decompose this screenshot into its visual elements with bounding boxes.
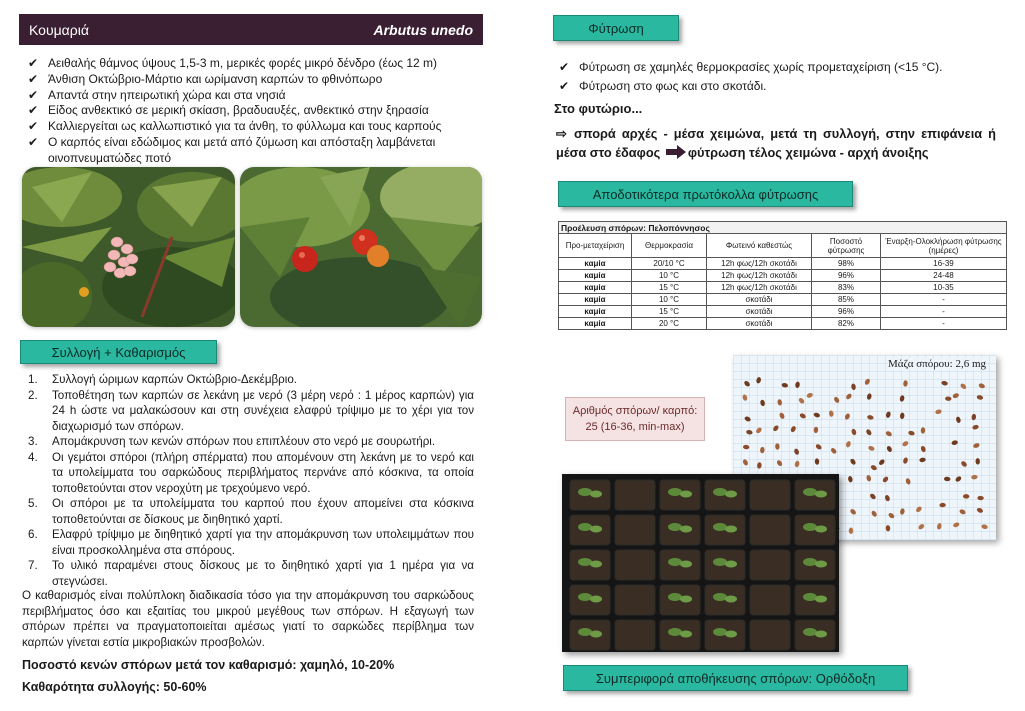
table-header: Ποσοστό φύτρωσης [812,234,881,258]
protocols-table-wrap [558,221,1007,330]
collection-steps [22,372,474,589]
check-icon: ✔ [28,56,39,70]
list-item: ✔ Άνθιση Οκτώβριο-Μάρτιο και ωρίμανση καρπών το φθινόπωρο [28,71,383,86]
list-item: ✔ Φύτρωση στο φως και στο σκοτάδι. [555,77,1005,96]
nursery-title: Στο φυτώριο... [554,101,643,116]
storage-heading: Συμπεριφορά αποθήκευσης σπόρων: Ορθόδοξη [563,665,908,691]
table-row: καμία 10 °C 12h φως/12h σκοτάδι 96% 24-48 [559,270,1007,282]
list-item: ✔ Είδος ανθεκτικό σε μερική σκίαση, βραδυαυξές, ανθεκτικό στην ξηρασία [28,103,429,118]
check-icon: ✔ [28,87,39,102]
list-item: 6. Ελαφρύ τρίψιμο με διηθητικό χαρτί για την απομάκρυνση των υπολειμμάτων που είναι προσκολλημένα στα σπόρους. [28,528,474,557]
germination-points [555,58,1005,96]
list-item: 5. Οι σπόροι με τα υπολείμματα του καρπού που έχουν απομείνει στα κόσκινα τοποθετούνται σε δίσκους με διηθητικό χαρτί. [28,497,474,526]
list-item: ✔ Καλλιεργείται ως καλλωπιστικό για τα άνθη, το φύλλωμα και τους καρπούς [28,119,442,134]
seed-count-box [565,397,705,441]
list-item: 2. Τοποθέτηση των καρπών σε λεκάνη με νερό (3 μέρη νερό : 1 μέρος καρπών) για 24 h ώστε να μαλακώσουν και στη συνέχεια ελαφρύ τρίψιμο με το χέρι για τον διαχωρισμό των σπόρων. [28,388,474,433]
table-header: Θερμοκρασία [632,234,707,258]
empty-seeds-line: Ποσοστό κενών σπόρων μετά τον καθαρισμό: χαμηλό, 10-20% [22,658,395,672]
features-list [24,56,480,167]
nursery-text-a: σπορά αρχές - μέσα χειμώνα, μετά τη συλλογή, στην επιφάνεια ή μέσα στο έδαφος [556,126,996,160]
nursery-block [556,124,996,164]
list-item: ✔ Ο καρπός είναι εδώδιμος και μετά από ζύμωση και απόσταξη λαμβάνεται οινοπνευματώδες ποτό [28,134,436,165]
check-icon: ✔ [28,119,39,134]
list-item: ✔ Αειθαλής θάμνος ύψους 1,5-3 m, μερικές φορές μικρό δένδρο (έως 12 m) [28,56,437,70]
table-row: καμία 15 °C 12h φως/12h σκοτάδι 83% 10-35 [559,282,1007,294]
list-item: 7. Το υλικό παραμένει στους δίσκους με το διηθητικό χαρτί για 1 ημέρα για να στεγνώσει. [28,559,474,588]
seed-count-label: Αριθμός σπόρων/ καρπό: [572,405,698,417]
flower-photo [22,167,235,327]
block-arrow-right-icon [666,145,686,164]
table-row: καμία 20/10 °C 12h φως/12h σκοτάδι 98% 16-39 [559,258,1007,270]
fruit-photo [240,167,482,327]
table-header: Έναρξη-Ολοκλήρωση φύτρωσης (ημέρες) [881,234,1007,258]
title-greek: Κουμαριά [29,21,89,38]
check-icon: ✔ [28,71,39,86]
check-icon: ✔ [28,103,39,118]
table-header: Προ-μεταχείριση [559,234,632,258]
list-item: ✔ Φύτρωση σε χαμηλές θερμοκρασίες χωρίς προμεταχείριση (<15 °C). [555,58,1005,77]
germination-heading: Φύτρωση [553,15,679,41]
seedlings-photo [562,474,839,652]
table-row: καμία 15 °C σκοτάδι 96% - [559,306,1007,318]
seed-mass: Μάζα σπόρου: 2,6 mg [888,358,986,370]
collection-heading: Συλλογή + Καθαρισμός [20,340,217,364]
protocols-heading: Αποδοτικότερα πρωτόκολλα φύτρωσης [558,181,853,207]
title-latin: Arbutus unedo [373,21,473,38]
table-row: καμία 10 °C σκοτάδι 85% - [559,294,1007,306]
purity-line: Καθαρότητα συλλογής: 50-60% [22,680,207,694]
table-row: καμία 20 °C σκοτάδι 82% - [559,318,1007,330]
check-icon: ✔ [28,134,39,149]
list-item: 1. Συλλογή ώριμων καρπών Οκτώβριο-Δεκέμβριο. [28,373,298,386]
list-item: ✔ Απαντά στην ηπειρωτική χώρα και στα νησιά [28,87,286,102]
table-header: Φωτεινό καθεστώς [707,234,812,258]
outline-arrow-right-icon: ⇨ [556,126,567,141]
check-icon: ✔ [559,60,570,74]
check-icon: ✔ [559,79,570,93]
seed-count-value: 25 (16-36, min-max) [585,421,685,433]
protocols-table [558,221,1007,330]
title-bar [19,14,483,45]
list-item: 3. Απομάκρυνση των κενών σπόρων που επιπλέουν στο νερό με σουρωτήρι. [28,435,436,448]
table-origin: Προέλευση σπόρων: Πελοπόννησος [559,222,1007,234]
nursery-text-b: φύτρωση τέλος χειμώνα - αρχή άνοιξης [687,145,929,160]
list-item: 4. Οι γεμάτοι σπόροι (πλήρη σπέρματα) που απομένουν στη λεκάνη με το νερό και τα υπολείμματα του σαρκώδους περιβλήματος περνάνε από κόσκινα, τα οποία τοποθετούνται στον νεροχύτη με τρεχούμενο νερό. [28,450,474,495]
cleaning-note: Ο καθαρισμός είναι πολύπλοκη διαδικασία τόσο για την απομάκρυνση του σαρκώδους περιβλήματος όσο και εξαιτίας του μικρού μεγέθους των σπόρων. Η εξαγωγή των σπόρων πρέπει να πραγματοποιείται αμέσως γιατί το σαρκώδες περίβλημα των καρπών γίνεται εστία μικροβιακών προσβολών. [22,589,474,649]
